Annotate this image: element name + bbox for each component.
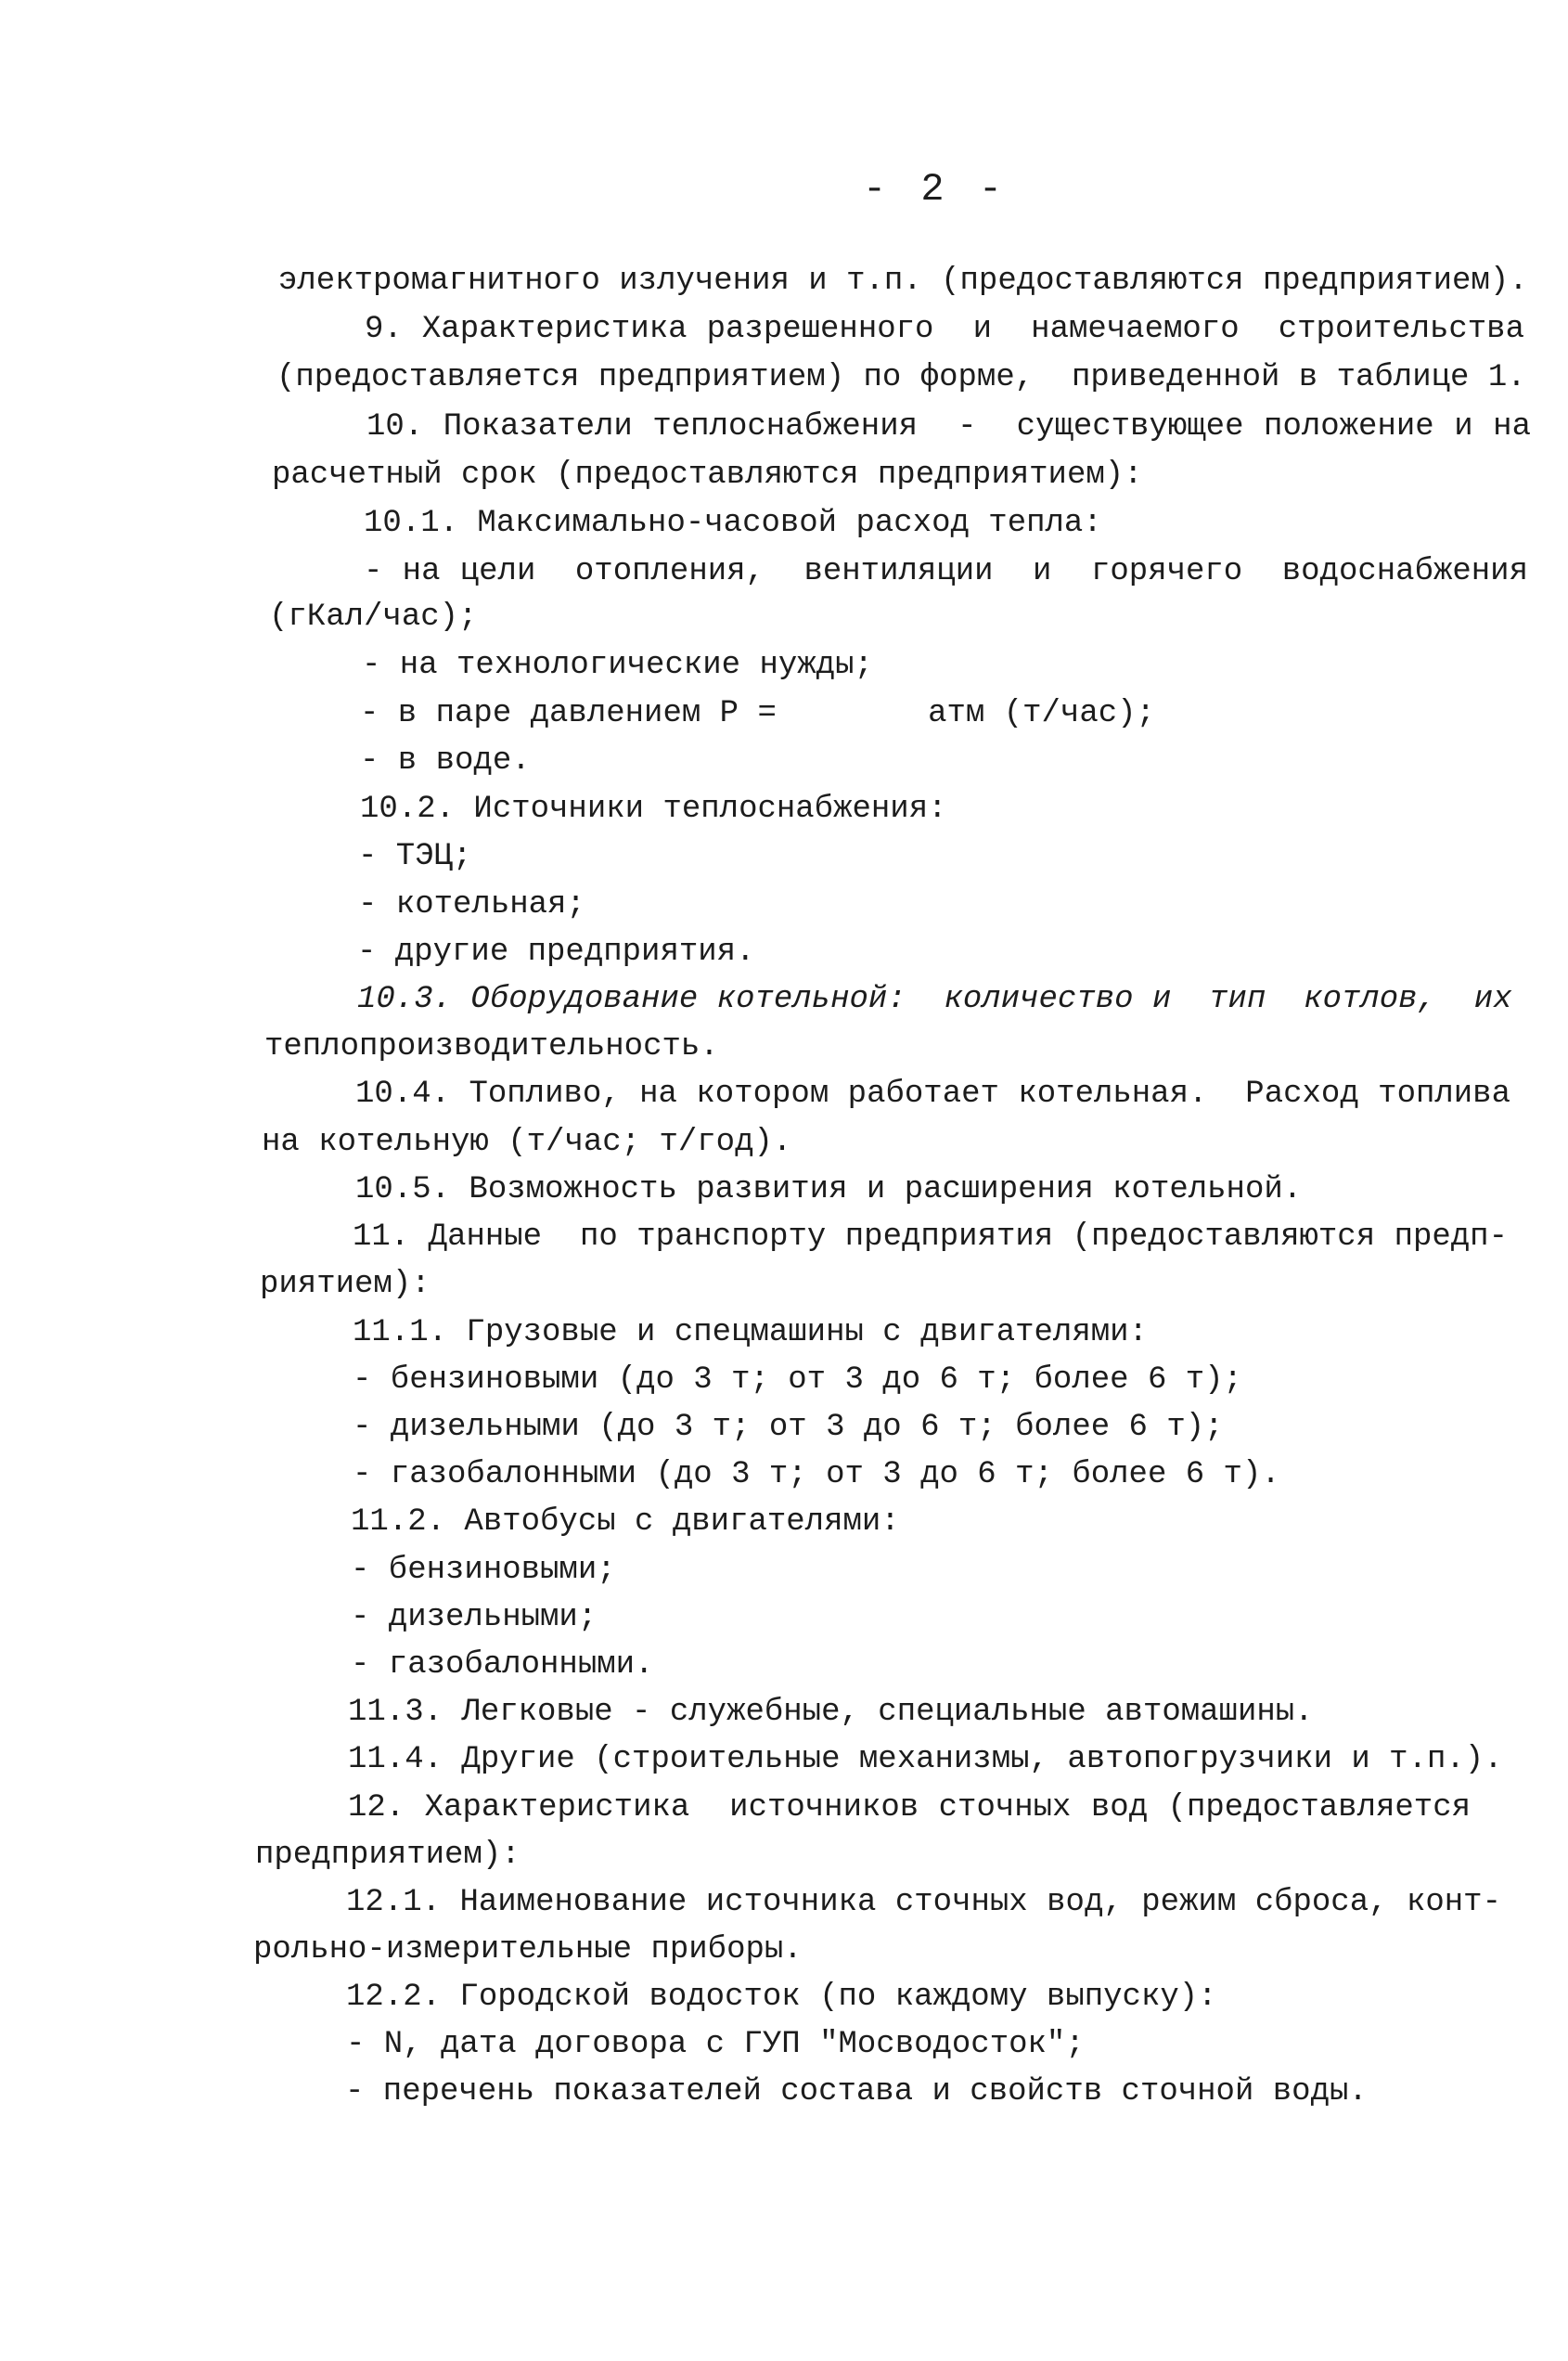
text-line: - на технологические нужды; [362, 648, 873, 683]
text-line: 11. Данные по транспорту предприятия (предоставляются предп- [353, 1219, 1508, 1255]
text-line: расчетный срок (предоставляются предприятием): [272, 458, 1143, 493]
text-line: риятием): [260, 1267, 431, 1302]
text-line: 11.2. Автобусы с двигателями: [351, 1504, 900, 1540]
text-line: 10.3. Оборудование котельной: количество и тип котлов, их [357, 982, 1512, 1017]
text-line: - бензиновыми; [351, 1553, 616, 1588]
text-line: 10.5. Возможность развития и расширения котельной. [355, 1172, 1303, 1207]
text-line: - в паре давлением Р = атм (т/час); [360, 696, 1155, 731]
text-line: - газобалонными (до 3 т; от 3 до 6 т; более 6 т). [353, 1457, 1280, 1492]
text-line: - дизельными; [351, 1600, 598, 1635]
text-line: 12.2. Городской водосток (по каждому выпуску): [346, 1980, 1217, 2015]
text-line: 11.3. Легковые - служебные, специальные автомашины. [348, 1695, 1314, 1730]
text-line: - дизельными (до 3 т; от 3 до 6 т; более 6 т); [353, 1410, 1224, 1445]
text-line: 9. Характеристика разрешенного и намечаемого строительства [365, 312, 1524, 347]
text-line: - бензиновыми (до 3 т; от 3 до 6 т; более 6 т); [353, 1362, 1242, 1398]
text-line: - другие предприятия. [357, 935, 755, 970]
text-line: 12.1. Наименование источника сточных вод, режим сброса, конт- [346, 1885, 1501, 1920]
text-line: (гКал/час); [269, 600, 478, 635]
text-line: 10.4. Топливо, на котором работает котельная. Расход топлива [355, 1077, 1510, 1112]
text-line: 12. Характеристика источников сточных вод (предоставляется [348, 1790, 1471, 1826]
text-line: 10.2. Источники теплоснабжения: [360, 792, 947, 827]
text-line: - на цели отопления, вентиляции и горячего водоснабжения [364, 554, 1528, 589]
text-line: - газобалонными. [351, 1647, 654, 1683]
text-line: предприятием): [255, 1838, 521, 1873]
text-line: 11.4. Другие (строительные механизмы, автопогрузчики и т.п.). [348, 1742, 1503, 1777]
text-line: рольно-измерительные приборы. [253, 1932, 803, 1968]
text-line: электромагнитного излучения и т.п. (предоставляются предприятием). [278, 264, 1528, 299]
text-line: - в воде. [360, 743, 531, 779]
text-line: - N, дата договора с ГУП "Мосводосток"; [346, 2027, 1085, 2062]
text-line: - ТЭЦ; [358, 839, 472, 874]
text-line: на котельную (т/час; т/год). [262, 1125, 792, 1160]
page-number: - 2 - [863, 167, 1009, 212]
text-line: - перечень показателей состава и свойств сточной воды. [345, 2074, 1368, 2109]
text-line: - котельная; [358, 887, 585, 922]
text-line: 11.1. Грузовые и спецмашины с двигателями: [353, 1315, 1148, 1350]
text-line: теплопроизводительность. [264, 1029, 719, 1064]
text-line: (предоставляется предприятием) по форме, приведенной в таблице 1. [276, 360, 1526, 395]
text-line: 10. Показатели теплоснабжения - существующее положение и на [366, 409, 1531, 445]
text-line: 10.1. Максимально-часовой расход тепла: [364, 506, 1102, 541]
